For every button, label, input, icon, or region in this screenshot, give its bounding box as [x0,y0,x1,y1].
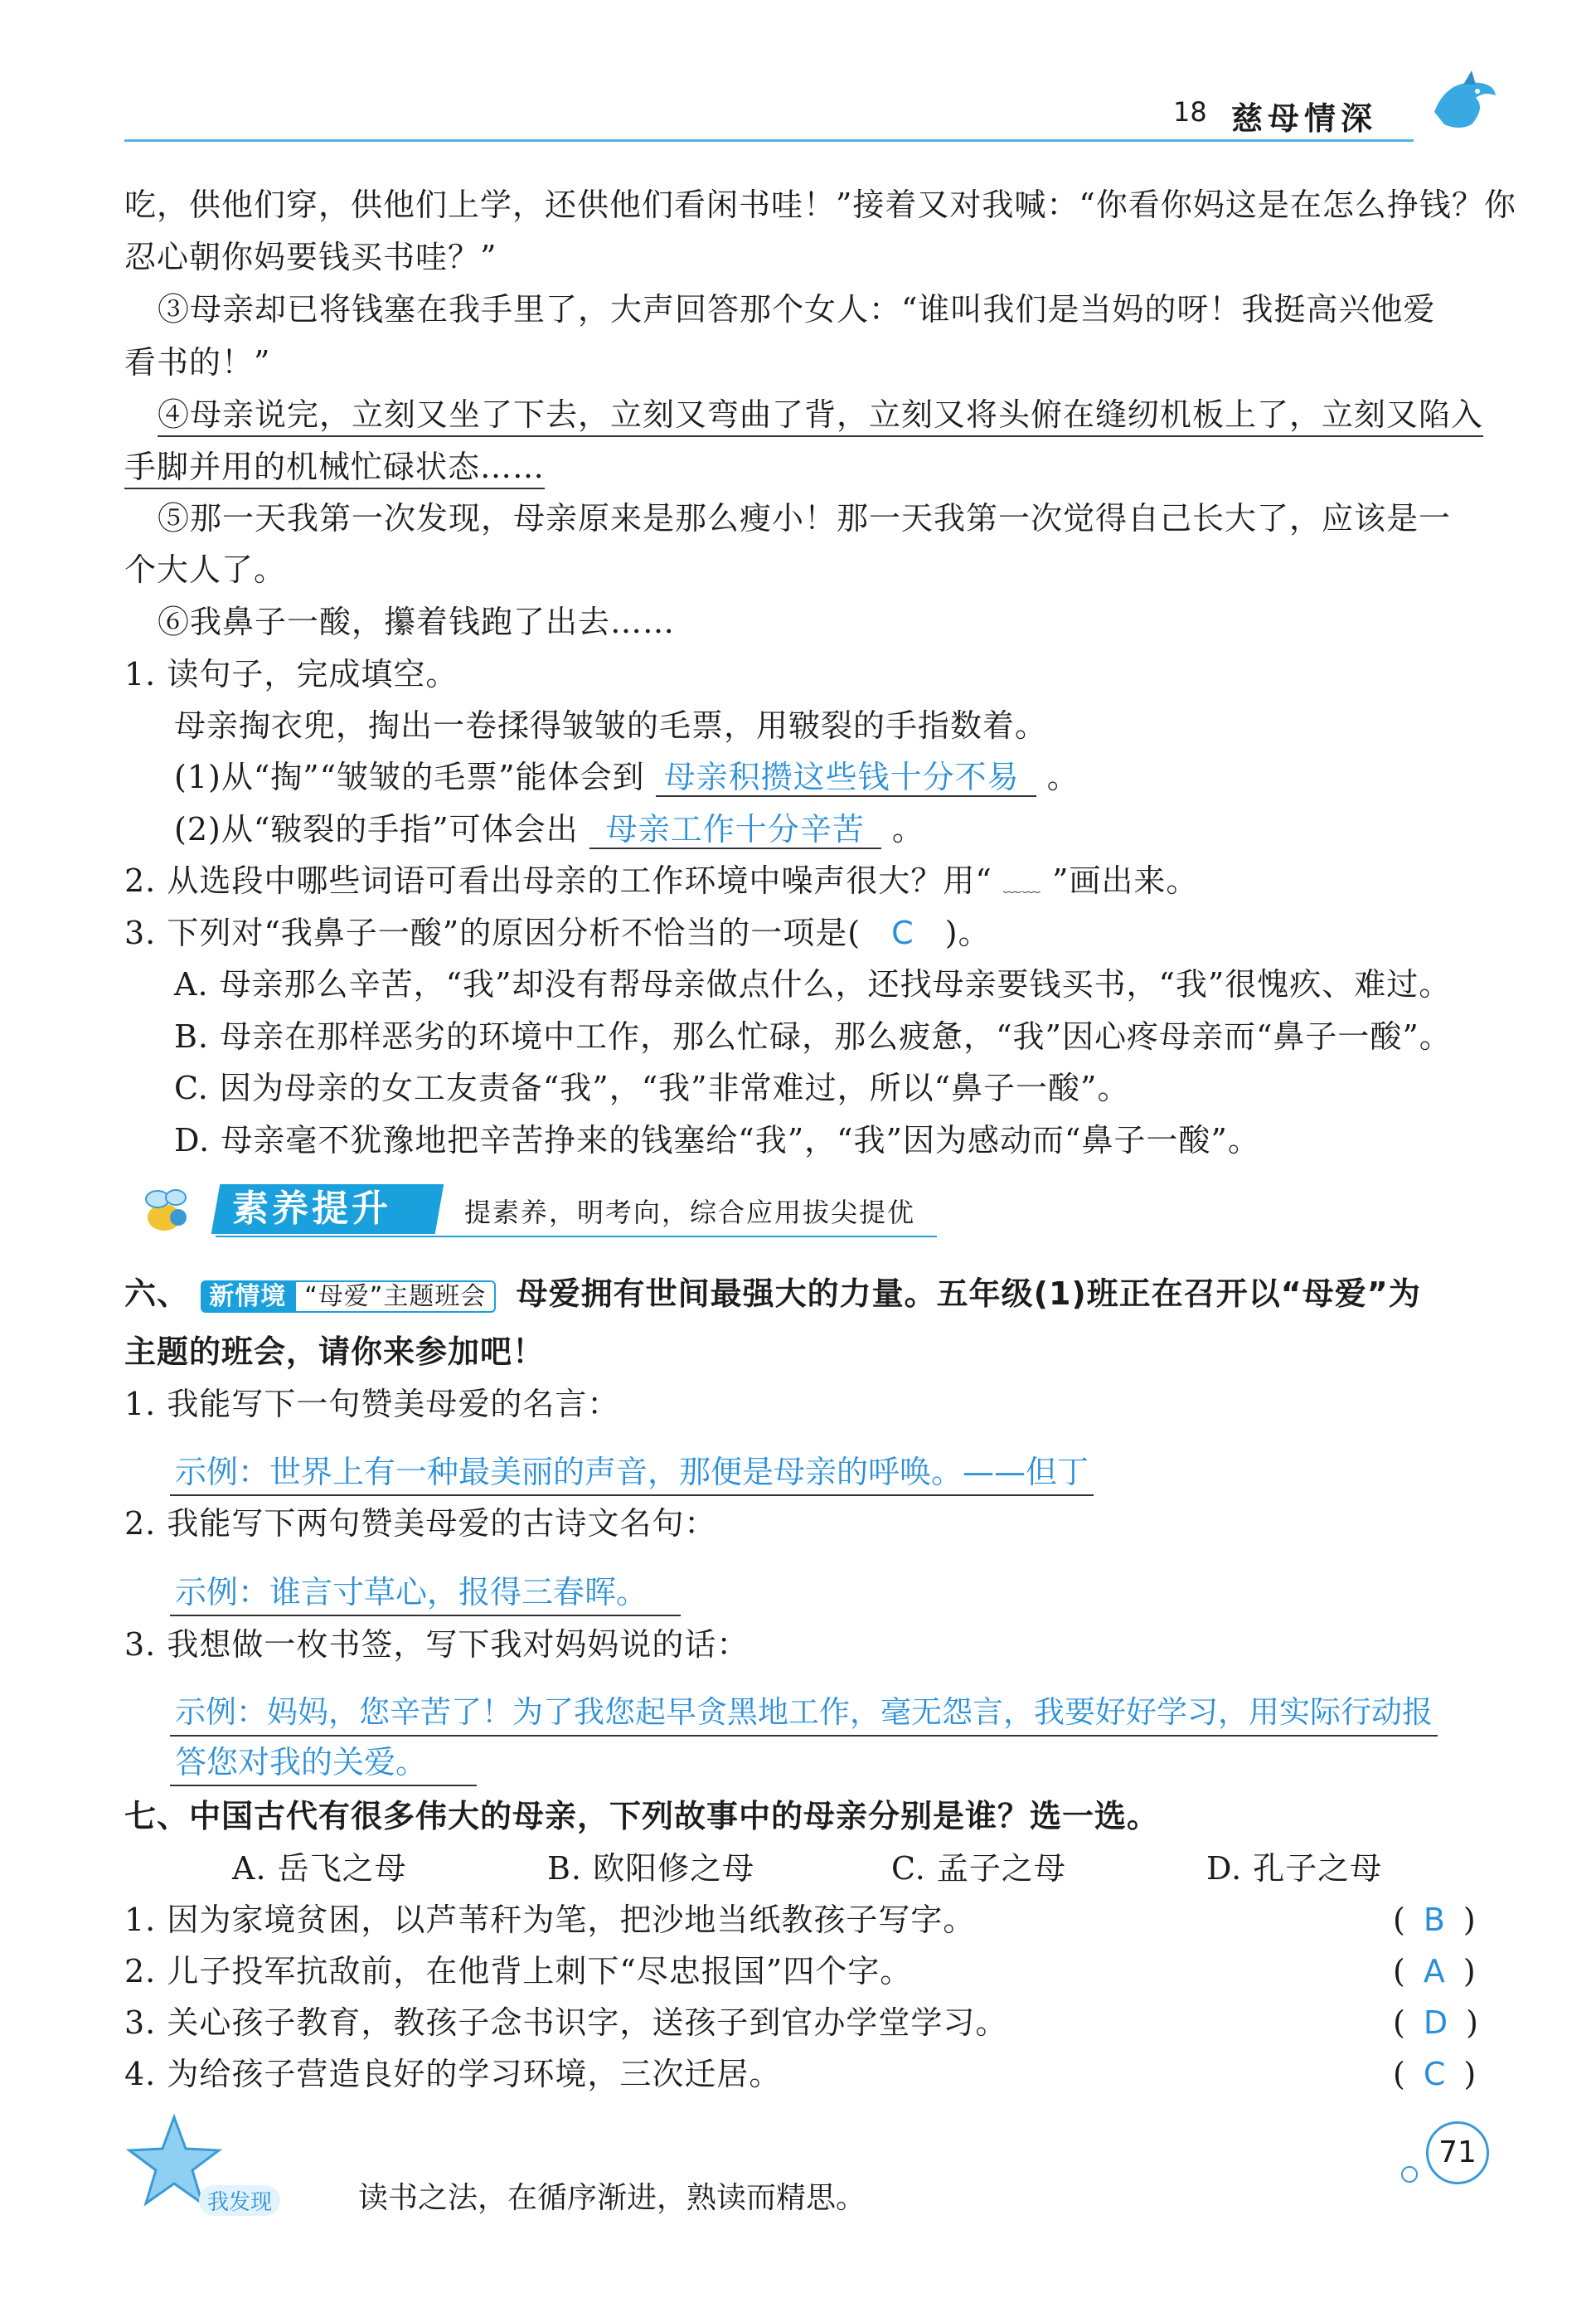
part-6-question-3: 3. 我想做一枚书签，写下我对妈妈说的话： [124,1626,749,1663]
passage-paragraph-6: ⑥我鼻子一酸，攥着钱跑了出去…… [158,604,676,640]
dolphin-icon [1426,66,1501,141]
page-number-bubble [1426,2121,1489,2184]
question-3-prefix: 3. 下列对“我鼻子一酸”的原因分析不恰当的一项是( [124,915,861,951]
lesson-number: 18 [1173,96,1207,128]
part-6-answer-2[interactable]: 示例：谁言寸草心，报得三春晖。 [170,1571,681,1616]
question-1a-suffix: 。 [1046,759,1079,795]
banner-title: 素养提升 [232,1188,391,1230]
header-rule [124,139,1414,142]
bee-icon [133,1178,199,1244]
question-3-option-a: A. 母亲那么辛苦，“我”却没有帮母亲做点什么，还找母亲要钱买书，“我”很愧疚、难过。 [174,966,1452,1003]
question-3-option-c: C. 因为母亲的女工友责备“我”，“我”非常难过，所以“鼻子一酸”。 [174,1070,1130,1106]
question-3 [124,912,991,954]
part-6-question-1: 1. 我能写下一句赞美母爱的名言： [124,1386,620,1422]
passage-paragraph-4: ④母亲说完，立刻又坐了下去，立刻又弯曲了背，立刻又将头俯在缝纫机板上了，立刻又陷入 [158,394,1483,437]
part-6-header [124,1273,1421,1318]
lesson-title: 慈母情深 [1231,100,1378,137]
banner-underline [216,1236,937,1237]
part-7-answer-3-letter: D [1423,2004,1448,2041]
question-1a [174,756,1079,798]
part-6-answer-1[interactable]: 示例：世界上有一种最美丽的声音，那便是母亲的呼唤。——但丁 [170,1451,1094,1496]
part-7-answer-2-letter: A [1423,1953,1445,1989]
section-banner [124,1178,953,1244]
part-7-answer-1-letter: B [1423,1902,1445,1938]
part-7-option-b: B. 欧阳修之母 [547,1850,755,1887]
footer-badge: 我发现 [199,2185,280,2216]
header [124,91,1418,141]
bubble-decoration [1401,2166,1418,2183]
passage-paragraph-5: ⑤那一天我第一次发现，母亲原来是那么瘦小！那一天我第一次觉得自己长大了，应该是一 [158,500,1452,537]
passage-line: 个大人了。 [124,551,287,588]
part-7-item-2: 2. 儿子投军抗敌前，在他背上刺下“尽忠报国”四个字。 [124,1953,913,1989]
question-1b-answer[interactable]: 母亲工作十分辛苦 [589,811,881,849]
part-7-option-d: D. 孔子之母 [1206,1850,1383,1887]
part-6-intro: 母爱拥有世间最强大的力量。五年级(1)班正在召开以“母爱”为 [516,1275,1421,1312]
question-3-suffix: )。 [944,915,991,951]
part-7-answer-3[interactable]: ( D ) [1393,2004,1478,2041]
question-2-suffix: ”画出来。 [1051,862,1199,899]
question-1b-prefix: (2)从“皲裂的手指”可体会出 [174,811,579,848]
part-7-item-3: 3. 关心孩子教育，教孩子念书识字，送孩子到官办学堂学习。 [124,2004,1008,2041]
part-7-answer-4[interactable]: ( C ) [1393,2056,1477,2092]
question-1-title: 1. 读句子，完成填空。 [124,656,458,692]
wavy-mark: ﹏﹏ [1002,876,1041,896]
part-7-option-a: A. 岳飞之母 [232,1850,407,1887]
page-number: 71 [1438,2135,1477,2169]
new-context-tag: 新情境 [201,1280,294,1313]
question-1b [174,809,924,850]
part-6-question-2: 2. 我能写下两句赞美母爱的古诗文名句： [124,1505,717,1542]
question-2 [124,860,1198,907]
passage-line: 手脚并用的机械忙碌状态…… [124,446,545,489]
part-7-answer-2[interactable]: ( A ) [1393,1953,1476,1989]
part-7-answer-1[interactable]: ( B ) [1393,1902,1476,1938]
question-1-sentence: 母亲掏衣兜，掏出一卷揉得皱皱的毛票，用皲裂的手指数着。 [174,707,1048,744]
passage-line: 忍心朝你妈要钱买书哇？” [124,239,497,275]
part-6-answer-3[interactable]: 示例：妈妈，您辛苦了！为了我您起早贪黑地工作，毫无怨言，我要好好学习，用实际行动报 [170,1692,1438,1737]
part-7-item-4: 4. 为给孩子营造良好的学习环境，三次迁居。 [124,2056,782,2092]
part-6-number: 六、 [124,1275,190,1312]
question-1b-suffix: 。 [891,811,924,848]
part-7-answer-4-letter: C [1423,2056,1446,2092]
theme-tag: “母爱”主题班会 [294,1280,496,1313]
question-3-option-d: D. 母亲毫不犹豫地把辛苦挣来的钱塞给“我”，“我”因为感动而“鼻子一酸”。 [174,1122,1260,1159]
question-3-option-b: B. 母亲在那样恶劣的环境中工作，那么忙碌，那么疲惫，“我”因心疼母亲而“鼻子一酸”。 [174,1018,1452,1055]
question-2-prefix: 2. 从选段中哪些词语可看出母亲的工作环境中噪声很大？用“ [124,862,992,899]
passage-paragraph-3: ③母亲却已将钱塞在我手里了，大声回答那个女人：“谁叫我们是当妈的呀！我挺高兴他爱 [158,291,1436,328]
question-3-answer[interactable]: C [891,915,914,951]
question-1a-prefix: (1)从“掏”“皱皱的毛票”能体会到 [174,759,645,795]
part-6-intro-cont: 主题的班会，请你来参加吧！ [124,1333,546,1370]
footer-motto: 读书之法，在循序渐进，熟读而精思。 [358,2181,866,2215]
part-6-answer-3-cont[interactable]: 答您对我的关爱。 [170,1742,477,1786]
part-7-option-c: C. 孟子之母 [891,1850,1066,1887]
passage-line: 看书的！” [124,344,271,381]
question-1a-answer[interactable]: 母亲积攒这些钱十分不易 [656,759,1036,797]
passage-line: 吃，供他们穿，供他们上学，还供他们看闲书哇！”接着又对我喊：“你看你妈这是在怎么挣钱？你 [124,187,1516,223]
part-7-item-1: 1. 因为家境贫困，以芦苇秆为笔，把沙地当纸教孩子写字。 [124,1902,976,1938]
banner-subtitle: 提素养，明考向，综合应用拔尖提优 [464,1197,916,1228]
part-7-title: 七、中国古代有很多伟大的母亲，下列故事中的母亲分别是谁？选一选。 [124,1798,1160,1834]
